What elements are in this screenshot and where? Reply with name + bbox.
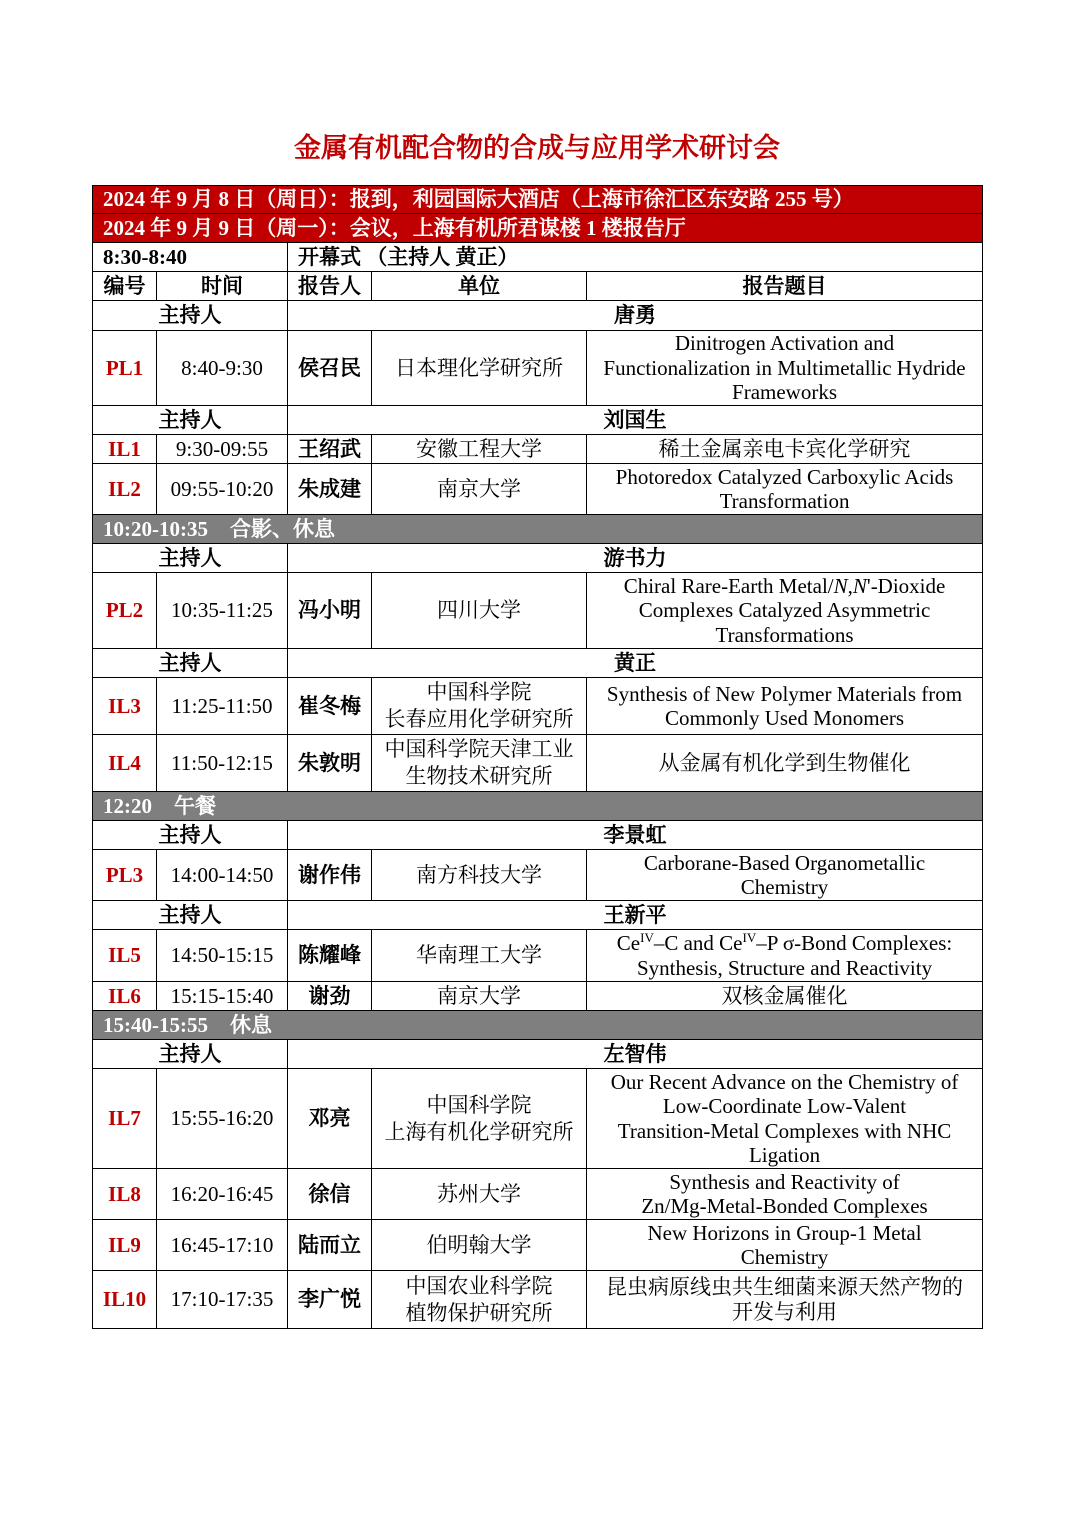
- talk-time: 16:45-17:10: [157, 1220, 288, 1271]
- topic-line: Transformations: [715, 622, 854, 647]
- notice-registration: 2024 年 9 月 8 日（周日）：报到，利园国际大酒店（上海市徐汇区东安路 255 号）: [93, 186, 983, 214]
- host-name: 左智伟: [288, 1040, 983, 1069]
- talk-code: IL10: [93, 1271, 157, 1329]
- speaker-name: 谢作伟: [288, 850, 372, 901]
- topic-italic: N: [833, 573, 848, 598]
- host-label: 主持人: [93, 301, 288, 331]
- affiliation-line: 苏州大学: [437, 1181, 521, 1206]
- topic-text: '-Dioxide: [866, 573, 946, 598]
- affiliation: [372, 930, 587, 982]
- host-row: [93, 649, 983, 678]
- talk-code: IL9: [93, 1220, 157, 1271]
- affiliation-line: 生物技术研究所: [405, 764, 553, 788]
- break-label: 休息: [229, 1012, 272, 1037]
- topic-line: Carborane-Based Organometallic: [643, 850, 926, 875]
- topic-line: Synthesis of New Polymer Materials from: [606, 681, 963, 706]
- affiliation-line: 中国农业科学院: [405, 1273, 553, 1298]
- talk-topic: [587, 982, 983, 1011]
- talk-code: IL2: [93, 464, 157, 515]
- schedule-table: [92, 185, 983, 1329]
- affiliation-line: 上海有机化学研究所: [384, 1119, 574, 1144]
- header-row: [93, 272, 983, 301]
- talk-row: [93, 735, 983, 792]
- topic-line: [591, 574, 978, 599]
- talk-topic: [587, 1069, 983, 1169]
- affiliation: [372, 435, 587, 464]
- talk-topic: [587, 573, 983, 649]
- topic-line: 昆虫病原线虫共生细菌来源天然产物的: [606, 1275, 964, 1299]
- affiliation: [372, 1069, 587, 1169]
- topic-text: –P σ-Bond Complexes:: [756, 931, 953, 955]
- talk-time: 09:55-10:20: [157, 464, 288, 515]
- topic-line: Transformation: [719, 489, 850, 513]
- talk-code: IL3: [93, 678, 157, 735]
- host-label: 主持人: [93, 544, 288, 573]
- topic-line: Chemistry: [740, 1245, 829, 1269]
- host-label: 主持人: [93, 901, 288, 930]
- talk-time: 11:50-12:15: [157, 735, 288, 792]
- affiliation-line: 伯明翰大学: [426, 1232, 532, 1257]
- topic-line: Frameworks: [732, 380, 838, 405]
- topic-superscript: IV: [742, 930, 757, 945]
- topic-line: Complexes Catalyzed Asymmetric: [638, 598, 931, 623]
- host-name: 刘国生: [288, 406, 983, 435]
- talk-topic: [587, 1169, 983, 1220]
- topic-line: 双核金属催化: [721, 983, 848, 1008]
- speaker-name: 侯召民: [288, 331, 372, 406]
- topic-line: Our Recent Advance on the Chemistry of: [610, 1069, 959, 1094]
- talk-time: 15:15-15:40: [157, 982, 288, 1011]
- topic-text: Chiral Rare-Earth Metal/: [623, 573, 834, 598]
- host-label: 主持人: [93, 406, 288, 435]
- affiliation-line: 中国科学院: [426, 1092, 532, 1117]
- host-name: 黄正: [288, 649, 983, 678]
- break-row: [93, 1011, 983, 1040]
- talk-row: [93, 678, 983, 735]
- topic-line: Functionalization in Multimetallic Hydride: [603, 355, 966, 380]
- break-time: 12:20: [103, 793, 152, 818]
- speaker-name: 崔冬梅: [288, 678, 372, 735]
- host-label: 主持人: [93, 821, 288, 850]
- talk-topic: [587, 464, 983, 515]
- talk-time: 10:35-11:25: [157, 573, 288, 649]
- host-name: 唐勇: [288, 301, 983, 331]
- affiliation: [372, 850, 587, 901]
- topic-line: New Horizons in Group-1 Metal: [647, 1220, 922, 1245]
- talk-row: [93, 850, 983, 901]
- header-speaker: 报告人: [288, 272, 372, 301]
- host-name: 王新平: [288, 901, 983, 930]
- notice-meeting: 2024 年 9 月 9 日（周一）：会议，上海有机所君谋楼 1 楼报告厅: [93, 214, 983, 243]
- speaker-name: 邓亮: [288, 1069, 372, 1169]
- affiliation: [372, 331, 587, 406]
- topic-text: –C and Ce: [653, 931, 743, 955]
- speaker-name: 朱敦明: [288, 735, 372, 792]
- document-title: 金属有机配合物的合成与应用学术研讨会: [294, 133, 780, 163]
- topic-line: Transition-Metal Complexes with NHC: [617, 1118, 952, 1143]
- talk-row: [93, 331, 983, 406]
- affiliation-line: 南京大学: [437, 983, 521, 1008]
- talk-time: 9:30-09:55: [157, 435, 288, 464]
- affiliation-line: 长春应用化学研究所: [384, 707, 574, 731]
- topic-line: Photoredox Catalyzed Carboxylic Acids: [615, 464, 954, 489]
- affiliation-line: 中国科学院天津工业: [384, 737, 574, 761]
- topic-superscript: IV: [640, 930, 654, 945]
- affiliation: [372, 1169, 587, 1220]
- speaker-name: 王绍武: [288, 435, 372, 464]
- talk-topic: [587, 1271, 983, 1329]
- talk-time: 15:55-16:20: [157, 1069, 288, 1169]
- break-cell: [93, 792, 983, 821]
- topic-line: Synthesis and Reactivity of: [669, 1169, 900, 1194]
- header-affiliation: 单位: [372, 272, 587, 301]
- affiliation: [372, 1271, 587, 1329]
- affiliation-line: 安徽工程大学: [416, 436, 542, 461]
- speaker-name: 冯小明: [288, 573, 372, 649]
- break-cell: [93, 515, 983, 544]
- topic-line: Low-Coordinate Low-Valent: [662, 1094, 907, 1118]
- break-label: 午餐: [174, 793, 216, 818]
- header-id: 编号: [93, 272, 157, 301]
- affiliation-line: 日本理化学研究所: [395, 355, 563, 380]
- host-label: 主持人: [93, 649, 288, 678]
- host-row: [93, 1040, 983, 1069]
- affiliation-line: 四川大学: [437, 598, 521, 622]
- talk-code: IL8: [93, 1169, 157, 1220]
- break-cell: [93, 1011, 983, 1040]
- speaker-name: 朱成建: [288, 464, 372, 515]
- break-label: 合影、休息: [229, 516, 335, 541]
- topic-line: Ligation: [748, 1143, 821, 1167]
- talk-row: [93, 1271, 983, 1329]
- affiliation-line: 南方科技大学: [416, 862, 542, 887]
- talk-topic: [587, 331, 983, 406]
- talk-topic: [587, 435, 983, 464]
- talk-time: 11:25-11:50: [157, 678, 288, 735]
- talk-topic: [587, 678, 983, 735]
- host-row: [93, 406, 983, 435]
- affiliation: [372, 464, 587, 515]
- talk-time: 16:20-16:45: [157, 1169, 288, 1220]
- speaker-name: 李广悦: [288, 1271, 372, 1329]
- talk-row: [93, 1169, 983, 1220]
- talk-time: 14:50-15:15: [157, 930, 288, 982]
- talk-code: IL7: [93, 1069, 157, 1169]
- affiliation-line: 南京大学: [437, 476, 521, 501]
- topic-line: Commonly Used Monomers: [664, 706, 905, 730]
- talk-time: 8:40-9:30: [157, 331, 288, 406]
- topic-line: Zn/Mg-Metal-Bonded Complexes: [641, 1194, 928, 1218]
- talk-code: IL1: [93, 435, 157, 464]
- opening-row: [93, 243, 983, 272]
- speaker-name: 陆而立: [288, 1220, 372, 1271]
- opening-label: 开幕式 （主持人 黄正）: [288, 243, 983, 272]
- affiliation-line: 中国科学院: [426, 680, 532, 704]
- topic-line: 从金属有机化学到生物催化: [658, 750, 911, 775]
- talk-code: PL3: [93, 850, 157, 901]
- notice-row-registration: [93, 186, 983, 214]
- talk-row: [93, 982, 983, 1011]
- affiliation-line: 华南理工大学: [416, 943, 542, 967]
- host-row: [93, 901, 983, 930]
- talk-topic: [587, 930, 983, 982]
- header-time: 时间: [157, 272, 288, 301]
- speaker-name: 谢劲: [288, 982, 372, 1011]
- talk-time: 17:10-17:35: [157, 1271, 288, 1329]
- header-topic: 报告题目: [587, 272, 983, 301]
- topic-italic: N: [852, 573, 867, 598]
- talk-row: [93, 1220, 983, 1271]
- talk-topic: [587, 1220, 983, 1271]
- topic-line: Dinitrogen Activation and: [674, 331, 895, 356]
- opening-time: 8:30-8:40: [93, 243, 288, 272]
- affiliation: [372, 982, 587, 1011]
- host-row: [93, 544, 983, 573]
- break-time: 15:40-15:55: [103, 1012, 208, 1037]
- talk-code: IL5: [93, 930, 157, 982]
- host-row: [93, 301, 983, 331]
- talk-row: [93, 573, 983, 649]
- talk-code: IL6: [93, 982, 157, 1011]
- talk-time: 14:00-14:50: [157, 850, 288, 901]
- affiliation: [372, 735, 587, 792]
- topic-line: Chemistry: [740, 875, 829, 899]
- talk-row: [93, 1069, 983, 1169]
- break-time: 10:20-10:35: [103, 516, 208, 541]
- talk-topic: [587, 735, 983, 792]
- affiliation: [372, 1220, 587, 1271]
- topic-line: 开发与利用: [732, 1299, 838, 1324]
- talk-code: PL2: [93, 573, 157, 649]
- talk-code: IL4: [93, 735, 157, 792]
- notice-row-meeting: [93, 214, 983, 243]
- talk-row: [93, 435, 983, 464]
- break-row: [93, 515, 983, 544]
- topic-line: Synthesis, Structure and Reactivity: [636, 955, 933, 980]
- affiliation-line: 植物保护研究所: [405, 1300, 553, 1325]
- talk-row: [93, 464, 983, 515]
- talk-row: [93, 930, 983, 982]
- topic-text: Ce: [616, 931, 641, 955]
- host-name: 游书力: [288, 544, 983, 573]
- topic-line: 稀土金属亲电卡宾化学研究: [658, 436, 911, 461]
- host-label: 主持人: [93, 1040, 288, 1069]
- speaker-name: 陈耀峰: [288, 930, 372, 982]
- speaker-name: 徐信: [288, 1169, 372, 1220]
- affiliation: [372, 678, 587, 735]
- affiliation: [372, 573, 587, 649]
- host-name: 李景虹: [288, 821, 983, 850]
- talk-code: PL1: [93, 331, 157, 406]
- topic-line: [591, 931, 978, 956]
- host-row: [93, 821, 983, 850]
- break-row: [93, 792, 983, 821]
- topic-text: ,: [847, 573, 853, 598]
- talk-topic: [587, 850, 983, 901]
